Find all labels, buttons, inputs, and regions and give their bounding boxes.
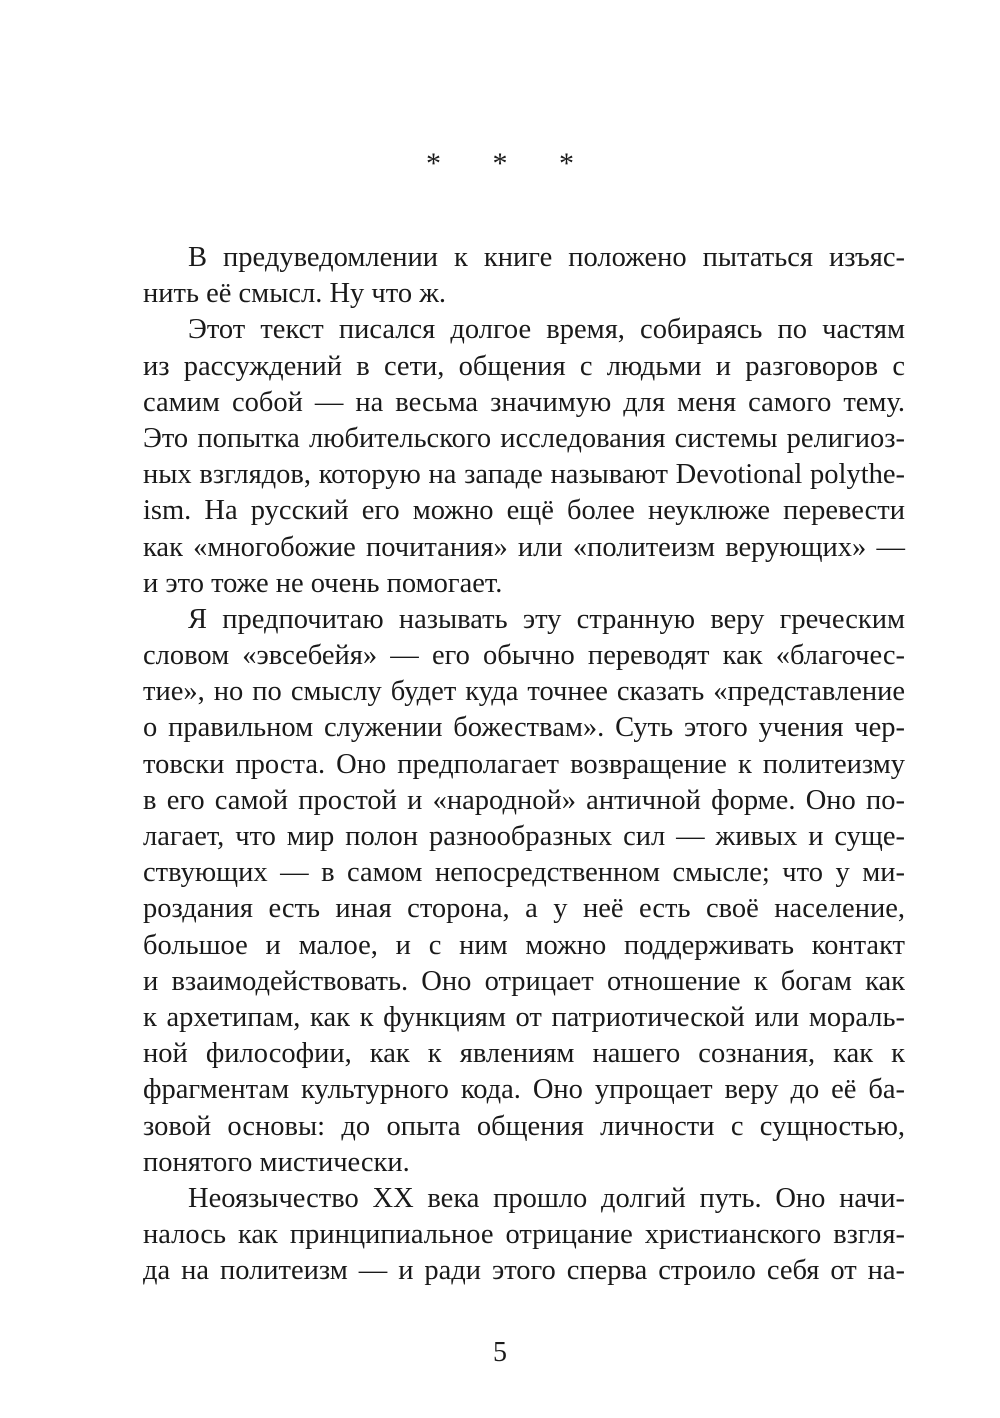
paragraph — [143, 1181, 905, 1290]
text-line: ных взглядов, которую на западе называют Devotional polythe- — [143, 459, 905, 491]
text-line: ной философии, как к явлениям нашего сознания, как к — [143, 1038, 905, 1070]
text-line: нить её смысл. Ну что ж. — [143, 278, 447, 310]
text-line: из рассуждений в сети, общения с людьми и разговоров с — [143, 350, 905, 382]
paragraph — [143, 602, 905, 1181]
text-line: ствующих — в самом непосредственном смысле; что у ми- — [143, 857, 905, 889]
text-line: Неоязычество XX века прошло долгий путь. Оно начи- — [188, 1182, 905, 1214]
text-line: к архетипам, как к функциям от патриотической или мораль- — [143, 1001, 905, 1033]
text-line: как «многобожие почитания» или «политеизм верующих» — — [143, 531, 905, 563]
text-line: и это тоже не очень помогает. — [143, 567, 503, 599]
text-line: самим собой — на весьма значимую для меня самого тему. — [143, 386, 905, 418]
text-line: Я предпочитаю называть эту странную веру греческим — [188, 603, 905, 635]
text-line: Это попытка любительского исследования системы религиоз- — [143, 422, 905, 454]
section-break-ornament: * * * — [426, 147, 596, 180]
text-line: да на политеизм — и ради этого сперва строило себя от на- — [143, 1255, 905, 1287]
text-line: понятого мистически. — [143, 1146, 410, 1178]
text-line: Этот текст писался долгое время, собираясь по частям — [188, 314, 905, 346]
text-line: роздания есть иная сторона, а у неё есть своё население, — [143, 893, 905, 925]
paragraph — [143, 312, 905, 602]
text-line: налось как принципиальное отрицание христианского взгля- — [143, 1219, 905, 1251]
text-line: лагает, что мир полон разнообразных сил — живых и суще- — [143, 821, 905, 852]
text-line: о правильном служении божествам». Суть этого учения чер- — [143, 712, 905, 744]
text-line: товски проста. Оно предполагает возвращение к политеизму — [143, 748, 905, 780]
page-number: 5 — [493, 1337, 507, 1368]
text-line: зовой основы: до опыта общения личности с сущностью, — [143, 1110, 905, 1142]
text-line: словом «эвсебейя» — его обычно переводят как «благочес- — [143, 640, 905, 672]
text-line: В предуведомлении к книге положено пытаться изъяс- — [188, 242, 905, 273]
text-line: тие», но по смыслу будет куда точнее сказать «представление — [143, 676, 905, 708]
paragraph — [143, 240, 905, 312]
text-line: большое и малое, и с ним можно поддерживать контакт — [143, 929, 905, 961]
text-line: в его самой простой и «народной» античной форме. Оно по- — [143, 784, 905, 816]
body-text — [143, 240, 905, 1289]
text-line: и взаимодействовать. Оно отрицает отношение к богам как — [143, 965, 905, 997]
text-line: ism. На русский его можно ещё более неуклюже перевести — [143, 495, 905, 527]
text-line: фрагментам культурного кода. Оно упрощает веру до её ба- — [143, 1074, 905, 1106]
